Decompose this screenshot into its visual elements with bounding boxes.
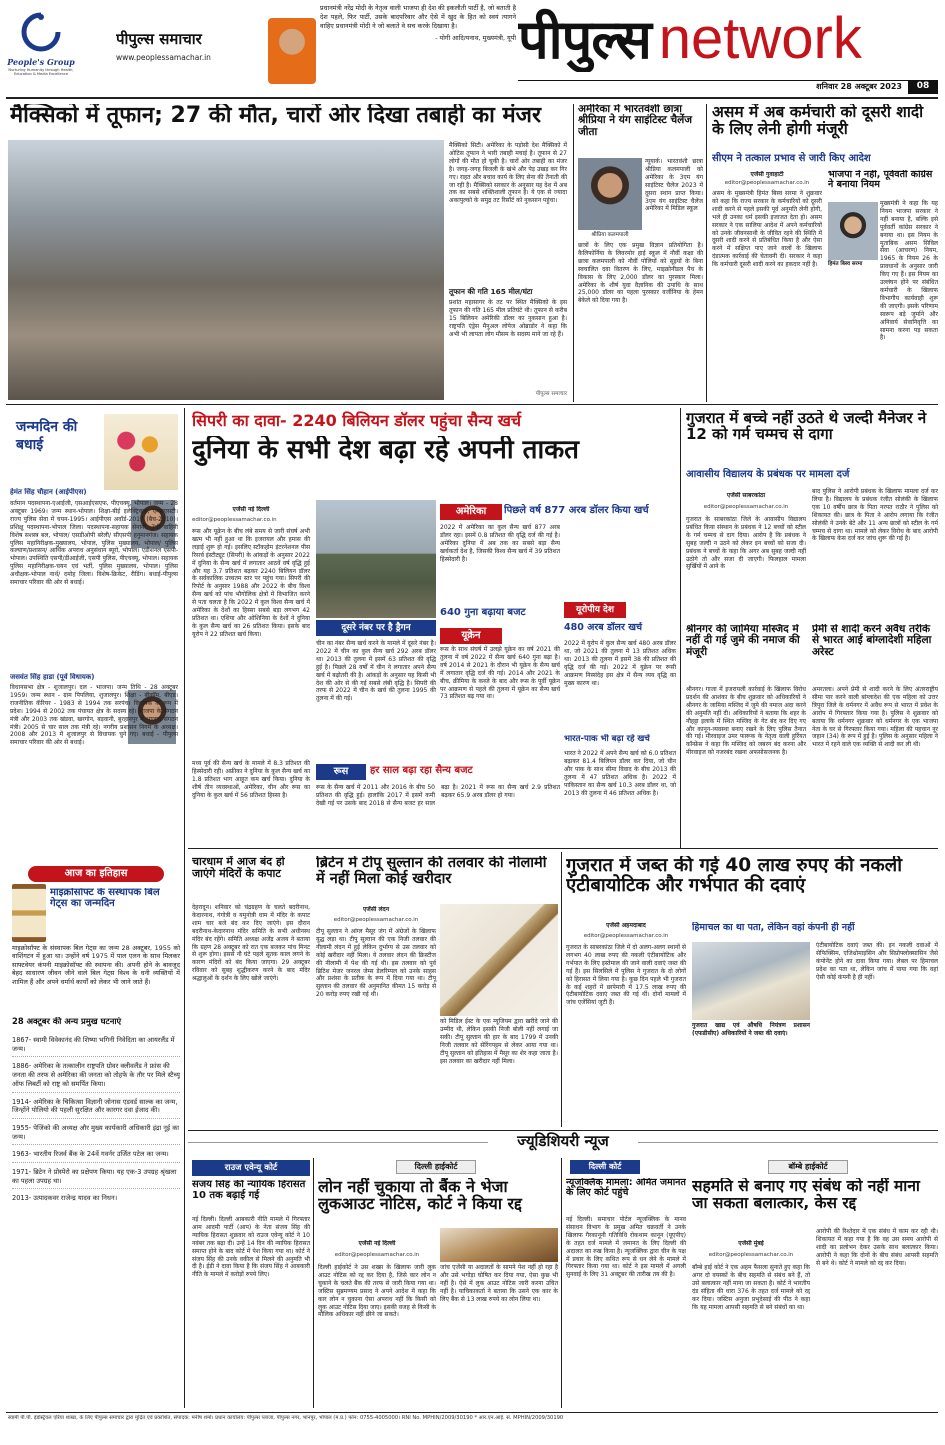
- europe-body: 2022 में यूरोप में कुल सैन्य खर्च 480 अरब डॉलर था, जो 2021 की तुलना में 13 प्रतिशत अधिक था। 2013 की तुलना में इसमें 38 की प्रतिशत की वृद्धि दर्ज की गई। 2022 में यूक्रेन पर रूसी आक्रमण निस्संदेह इस क्षेत्र में सैन्य व्यय वृद्धि का मुख्य कारण था।: [564, 640, 676, 687]
- delhi-body: दिल्ली हाईकोर्ट ने उस शख्स के खिलाफ जारी लुक आउट नोटिस को रद्द कर दिया है, जिसे कार लोन न चुकाने के चलते बैंक की तरफ से जारी किया गया था। जस्टिस सुब्रमण्यम प्रसाद ने अपने आदेश में कहा कि कार लोन न चुकाना ऐसा अपराध नहीं कि किसी को लुक आउट नोटिस दिया जाए। इसकी वजह से किसी के मौलिक अधिकार नहीं छीने जा सकते।: [318, 1264, 436, 1319]
- sipri-body: रूस और यूक्रेन के बीच लंबे समय से जारी संघर्ष अभी खत्म भी नहीं हुआ था कि इजरायल और हमास की लड़ाई शुरू हो गई। इसलिए स्टॉकहोम इंटरनेशनल पीस रिसर्च इंस्टीट्यूट (सिपरी) के आंकड़ों के अनुसार 2022 में दुनिया के सैन्य खर्च में लगातार आठवें वर्ष वृद्धि हुई और यह 3.7 प्रतिशत बढ़कर 2240 बिलियन डॉलर के सर्वकालिक उच्चतम स्तर पर पहुंच गया। सिपरी की रिपोर्ट के अनुसार 1988 और 2022 के बीच विश्व सैन्य खर्च को पांच भौगोलिक क्षेत्रों में विभाजित करने से पता चलता है कि 2022 में कुल विश्व सैन्य खर्च में अमेरिका के देशों का हिस्सा सबसे बड़ा लगभग 42 प्रतिशत था। एशिया और ओशिनिया के देशों ने दुनिया के कुल सैन्य खर्च का 26 प्रतिशत किया। इसके बाद यूरोप ने 22 प्रतिशत खर्च किया।: [192, 528, 310, 638]
- itihas-body: माइक्रोसॉफ्ट के संस्थापक बिल गेट्स का जन्म 28 अक्टूबर, 1955 को वाशिंगटन में हुआ था। उन्होंने वर्ष 1975 में पाल एलन के साथ मिलकर साफ्टवेयर कंपनी माइक्रोसॉफ्ट की स्थापना की। अपनी होने के बावजूद बेहद साधारण जीवन जीने वाले बिल गेट्स विश्व के धनी व्यक्तियों में शामिल हैं और अपने धर्मार्थ कार्यों को लेकर भी जाने जाते हैं।: [12, 944, 180, 986]
- page-number: 08: [908, 81, 938, 94]
- ukraine-body: रूस के साथ संघर्ष में उलझे यूक्रेन का वर्ष 2021 की तुलना में वर्ष 2022 में सैन्य खर्च 640 गुना बढ़ा है। वर्ष 2014 से 2021 के दौरान भी यूक्रेन के सैन्य खर्च में लगातार वृद्धि दर्ज की गई। 2014 और 2021 के बीच, क्रीमिया के कब्जे के बाद और रूस के पूर्वी यूक्रेन पर आक्रमण से पहले की तुलना में यूक्रेन का सैन्य खर्च 73 प्रतिशत बढ़ गया था।: [440, 646, 560, 701]
- gujarat-school-dateline: एजेंसी साबरकांठा: [726, 492, 766, 499]
- shripriya-photo: [578, 158, 642, 230]
- paper-logo-block: [116, 30, 266, 75]
- sword-photo: [440, 904, 558, 1016]
- russia-tag: रूस: [316, 764, 366, 780]
- bombay-email: editor@peoplessamachar.co.in: [708, 1252, 794, 1258]
- section-rule-3: [188, 1130, 938, 1131]
- birthday-details-1: वर्तमान पदस्थापना-एआईजी, एसआईएसएफ, पीएचक्यू, भोपाल। जन्म - 28 अक्टूबर 1969। जन्म स्थान-भोपाल। शिक्षा-बीई इलेक्ट्रिकल, एमसएसटी। राज्य पुलिस सेवा में चयन-1995। आईपीएस अवॉर्ड-2017 (बैच-2010)। प्रशिक्षु पदस्थापना-भोपाल जिला। पदस्थापना-सहायक सेनानी, 7वीं वाहिनी विशेष सशस्त्र बल, भोपाल/ एसडीओपी बरेली/ सीएसपी हनुमानगंज। सहायक पुलिस महानिरीक्षक-मुख्यालय, भोपाल, पुलिस मुख्यालय, भोपाल/ पुलिस कल्याण/प्रशासन/ आर्थिक अपराध अनुसंधान ब्यूरो, भोपाल। एडीशनल एसपी-भोपाल। उपस्थिति एसपी/डीआईजी, एसपी पुलिस, पीएचक्यू, भोपाल। सहायक पुलिस महानिरीक्षक-चयन एवं भर्ती, पुलिस मुख्यालय, भोपाल। पुलिस अधीक्षक-भोपाल नार्थ/ दमोह जिला। विशेष-क्रिकेट, रीडिंग। बधाई-पीपुल्स समाचार परिवार की ओर से बधाई।: [10, 500, 178, 587]
- ukraine-head: 640 गुना बढ़ाया बजट: [440, 607, 526, 618]
- mexico-body: मैक्सिको सिटी। अमेरिका के पड़ोसी देश मैक्सिको में ओटिस तूफान ने भारी तबाही मचाई है। तूफान से 27 लोगों की मौत हो चुकी है। चारों ओर तबाही का मंजर है। जगह-जगह बिजली के खंभे और पेड़ उखड़ कर गिर गए। राहत और बचाव कार्य के लिए सेना की तैनाती की जा रही है। मैक्सिको सरकार के अनुसार यह देश में अब तक का सबसे शक्तिशाली तूफान है। ये एक से ज्यादा अकापुल्को के समुद्र तट रिसॉर्ट को नुकसान पहुंचा।: [449, 142, 567, 205]
- group-logo: [6, 2, 76, 92]
- indopak-body: भारत ने 2022 में अपने सैन्य खर्च को 6.0 प्रतिशत बढ़ाकर 81.4 बिलियन डॉलर कर दिया, जो चीन और पाक के साथ सीमा विवाद के बीच 2013 की तुलना में 47 प्रतिशत अधिक है। 2022 में पाकिस्तान का सैन्य खर्च 10.3 अरब डॉलर था, जो 2013 की तुलना में 46 प्रतिशत अधिक है।: [564, 750, 676, 797]
- col-rule-4: [680, 408, 681, 848]
- gujarat-drugs-photo-caption: गुजरात खाद्य एवं औषधि नियंत्रण प्रशासन (एफडीसीए) अधिकारियों ने जब्त की दवाएं।: [692, 1022, 810, 1037]
- judiciary-banner: [188, 1132, 938, 1154]
- hourglass-icon: [12, 884, 46, 942]
- delhi2-body: नई दिल्ली। समाचार पोर्टल न्यूजक्लिक के मानव संसाधन विभाग के प्रमुख अमित चक्रवर्ती ने उनके खिलाफ गैरकानूनी गतिविधि रोकथाम कानून (यूएपीए) के तहत दर्ज मामले में जमानत के लिए दिल्ली की अदालत का रुख किया है। न्यूजक्लिक द्वारा चीन के पक्ष में प्रचार के लिए कथित रूप से धन लेने के मामले में गिरफ्तार किया गया था। कोर्ट ने इस मामले में अगली सुनवाई के लिए 31 अक्टूबर की तारीख तय की है।: [566, 1216, 686, 1279]
- bombay-dateline: एजेंसी मुंबई: [738, 1240, 764, 1247]
- issue-date: शनिवार 28 अक्टूबर 2023: [816, 82, 902, 91]
- date-bar: [518, 80, 938, 94]
- section-rule-2: [188, 848, 938, 849]
- network-hindi: पीपुल्स: [518, 8, 651, 71]
- birthday-title: जन्मदिन की बधाई: [16, 419, 78, 454]
- gujarat-school-body-2: बाद पुलिस ने आरोपी प्रबंधक के खिलाफ मामला दर्ज कर लिया है। विद्यालय के प्रबंधक रंजीत सोलंकी के खिलाफ एक 10 वर्षीय छात्र के पिता नरपत राठौर ने पुलिस को शिकायत की। छात्र के पिता ने आरोप लगाया कि रंजीत सोलंकी ने उनके बेटे और 11 अन्य छात्रों को स्टील के गर्म चम्मच से दागा था। मामले को लेकर विरोध के बाद आरोपी के खिलाफ केस दर्ज कर जांच शुरू की गई है।: [812, 488, 938, 543]
- masthead-rule: [6, 97, 938, 99]
- assam-email: editor@peoplessamachar.co.in: [724, 180, 810, 186]
- section-rule-1: [6, 404, 938, 405]
- premi-body: अमरतला। अपने प्रेमी से शादी करने के लिए अंतरराष्ट्रीय सीमा पार करने वाली बांग्लादेश की एक महिला को उत्तर त्रिपुरा जिले के धर्मनगर में अवैध रूप से भारत में प्रवेश के आरोप में गिरफ्तार किया गया है। पुलिस ने शुक्रवार को बताया कि धर्मनगर शुक्रवार को धर्मनगर के एक भाजपा नेता के घर से गिरफ्तार किया गया। महिला की पहचान नूर जहान (34) के रूप में हुई है। पुलिस के अनुसार महिला ने भारत में रहने वाले एक व्यक्ति से शादी कर ली थी।: [812, 686, 938, 749]
- sipri-email: editor@peoplessamachar.co.in: [192, 517, 277, 523]
- banner-line-right: [638, 1142, 938, 1143]
- indopak-head: भारत-पाक भी बढ़ा रहे खर्च: [564, 734, 650, 744]
- gujarat-drugs-side-head: हिमाचल का था पता, लेकिन वहां कंपनी ही नहीं: [692, 922, 855, 933]
- sipri-dateline: एजेंसी नई दिल्ली: [232, 506, 270, 513]
- itihas-event: 1914- अमेरिका के चिकित्सा विज्ञानी जोनास एडवर्ड साल्क का जन्म, जिन्होंने पोलियो की पहली सुरक्षित और कारगर दवा ईजाद की।: [12, 1098, 180, 1119]
- itihas-events: [12, 1036, 180, 1408]
- assam-dateline: एजेंसी गुवाहाटी: [750, 171, 784, 178]
- delhi2-headline: न्यूजक्लिक मामला: अमित जमानत के लिए कोर्ट पहुंचे: [566, 1178, 686, 1199]
- delhi2-court-tag: [570, 1160, 640, 1174]
- group-logo-icon: [19, 10, 63, 54]
- group-tagline: Nurturing Humanity through Health, Education & Media Excellence: [8, 68, 74, 77]
- sipri-kicker: सिपरी का दावा- 2240 बिलियन डॉलर पहुंचा सैन्य खर्च: [192, 411, 522, 430]
- quote-author: - योगी आदित्यनाथ, मुख्यमंत्री, यूपी: [435, 34, 516, 43]
- quote-block: [320, 4, 516, 92]
- gujarat-school-sub: आवासीय विद्यालय के प्रबंधक पर मामला दर्ज: [686, 469, 850, 480]
- mexico-headline: मैक्सिको में तूफान; 27 की मौत, चारों ओर दिखा तबाही का मंजर: [10, 104, 541, 128]
- delhi2-court: दिल्ली कोर्ट: [588, 1162, 622, 1171]
- sipri-body-2: मध्य पूर्व की सैन्य खर्च के मामले में 8.3 प्रतिशत की हिस्सेदारी रही। अफ्रीका ने दुनिया के कुल सैन्य खर्च का 1.8 प्रतिशत भाग आहूत कम खर्च किया। दुनिया के शीर्ष तीन व्यवस्थाओं, अमेरिका, चीन और रूस का दुनिया के कुल खर्च में 56 प्रतिशत हिस्सा है।: [192, 760, 310, 799]
- col-rule-7: [561, 1158, 562, 1408]
- assam-headline: असम में अब कर्मचारी को दूसरी शादी के लिए लेनी होगी मंजूरी: [712, 104, 924, 138]
- assam-sub: सीएम ने तत्काल प्रभाव से जारी किए आदेश: [712, 153, 871, 164]
- paper-logo: पीपुल्स समाचार: [116, 30, 202, 48]
- usa-body: 2022 में अमेरिका का कुल सैन्य खर्च 877 अरब डॉलर रहा। इसमें 0.8 प्रतिशत की वृद्धि दर्ज की गई है। अमेरिका दुनिया में अब तक का सबसे बड़ा सैन्य खर्चकर्ता देश है, जिसकी विश्व सैन्य खर्च में 39 प्रतिशत हिस्सेदारी है।: [440, 524, 560, 563]
- col-rule-5: [561, 852, 562, 1127]
- col-rule-1: [573, 104, 574, 402]
- birthday-name-1: हेमंत सिंह चौहान (आईपीएस): [10, 488, 87, 496]
- europe-head: 480 अरब डॉलर खर्च: [564, 622, 642, 633]
- premi-headline: प्रेमी से शादी करने अवैध तरीके से भारत आई बांग्लादेशी महिला अरेस्ट: [812, 624, 932, 658]
- itihas-events-head: 28 अक्टूबर की अन्य प्रमुख घटनाएं: [12, 1017, 122, 1026]
- rouse-court: राउज एवेन्यू कोर्ट: [224, 1163, 278, 1173]
- birthday-name-2: जसवंत सिंह हाडा (पूर्व विधायक): [10, 673, 95, 681]
- delhi-body-2: जांच एजेंसी या अदालतों के सामने पेश नहीं हो रहा है और उसे भगोड़ा घोषित कर दिया गया, ऐसा कुछ भी नहीं है। ऐसे में लुक आउट नोटिस जारी करना उचित नहीं है। याचिकाकर्ता ने बताया कि उसने एक कार के लिए बैंक से 13 लाख रुपये का लोन लिया था।: [440, 1264, 558, 1303]
- network-logo: [518, 6, 938, 72]
- gujarat-school-body: गुजरात के साबरकांठा जिले के आवासीय विद्यालय प्रबंधित किया संस्थान के प्रबंधक ने 12 बच्चों को स्टील के गर्म चम्मच से दाग दिया। आरोप है कि प्रबंधक ने सुबह जल्दी न उठने को लेकर इन बच्चों को सजा दी। प्रबंधक ने बच्चों के कहा कि अगर अब सुबह जल्दी नहीं उठोगे तो और सजा दी जाएगी। फिलहाल मामला सुर्खियों में आने के: [686, 516, 806, 571]
- delhi-headline: लोन नहीं चुकाया तो बैंक ने भेजा लुकआउट नोटिस, कोर्ट ने किया रद्द: [318, 1178, 522, 1214]
- tipu-email: editor@peoplessamachar.co.in: [333, 917, 419, 923]
- europe-tag: यूरोपीय देश: [564, 602, 626, 618]
- shripriya-headline: अमेरिका में भारतवंशी छात्रा श्रीप्रिया ने यंग साइंटिस्ट चैलेंज जीता: [578, 104, 693, 138]
- bombay-court-tag: [768, 1160, 848, 1174]
- itihas-event: 2013- उत्पादकवर राजेन्द्र यादव का निधन।: [12, 1194, 118, 1203]
- russia-body: रूस के सैन्य खर्च में 2011 और 2016 के बीच 50 प्रतिशत की वृद्धि हुई। हालांकि 2017 में इसमें कमी देखी गई पर उसके बाद 2018 से सैन्य बजट हर साल बढ़ा है। 2021 में रूस का सैन्य खर्च 2.9 प्रतिशत बढ़कर 65.9 अरब डॉलर हो गया।: [316, 784, 560, 807]
- network-en: network: [658, 6, 862, 71]
- rouse-headline: संजय सिंह की न्यायिक हिरासत 10 तक बढ़ाई गई: [192, 1180, 306, 1201]
- itihas-event: 1971- ब्रिटेन ने प्रोस्पेरो का प्रक्षेपण किया। यह एक-3 उपग्रह श्रृंखला का पहला उपग्रह था।: [12, 1168, 180, 1189]
- rouse-body: नई दिल्ली। दिल्ली आबकारी नीति मामले में गिरफ्तार आम आदमी पार्टी (आप) के नेता संजय सिंह की न्यायिक हिरासत शुक्रवार को राउज एवेन्यू कोर्ट ने 10 नवंबर तक बढ़ा दी। उन्हें 14 दिन की न्यायिक हिरासत समाप्त होने के बाद कोर्ट में पेश किया गया था। कोर्ट ने संजय सिंह की उनके वकील से मिलने की अनुमति भी दी है। ईडी ने दावा किया है कि संजय सिंह ने आबकारी नीति के मामले में करोड़ों रुपये लिए।: [192, 1216, 310, 1279]
- cm-photo: [268, 18, 316, 84]
- assam-side-head: भाजपा ने नहीं, पूर्ववर्ती कांग्रेस ने बनाया नियम: [828, 170, 933, 191]
- russia-head: हर साल बढ़ा रहा सैन्य बजट: [370, 765, 473, 776]
- banner-line-left: [188, 1142, 488, 1143]
- tipu-headline: ब्रिटेन में टीपू सुल्तान की तलवार की नीलामी में नहीं मिला कोई खरीदार: [316, 856, 547, 887]
- itihas-event: 1963- भारतीय रिजर्व बैंक के 24वें गवर्नर उर्जित पटेल का जन्म।: [12, 1150, 180, 1163]
- tipu-body: टीपू सुल्तान ने आंग्ल मैसूर जंग में अंग्रेजों के खिलाफ युद्ध लड़ा था। टीपू सुल्तान की एक निजी तलवार की नीलामी लंदन में हुई लेकिन दुर्भाग्य से उस तलवार को कोई खरीदार नहीं मिला। ये तलवार लंदन की क्रिस्टीज की नीलामी में पेश की गई थी। इस तलवार को पूर्व ब्रिटिश मेजर जनरल जेम्स डेलरिम्पल को उनके साहस और प्रशंसा के प्रतीक के रूप में दिया गया था। टीपू सुल्तान की तलवार की अनुमानित कीमत 15 करोड़ से 20 करोड़ रुपए रखी गई थी।: [316, 928, 436, 999]
- mexico-sub: तूफान की गति 165 मील/घंटा: [449, 287, 533, 296]
- judiciary-banner-text: ज्यूडिशियरी न्यूज: [517, 1132, 609, 1150]
- delhi-court-tag: [396, 1160, 476, 1174]
- gavel-photo: [440, 1228, 558, 1262]
- gujarat-school-email: editor@peoplessamachar.co.in: [703, 504, 789, 510]
- gujarat-drugs-dateline: एजेंसी अहमदाबाद: [606, 922, 646, 929]
- col-rule-2: [706, 104, 707, 402]
- itihas-event: 1955- पेजिंको की अध्यक्ष और मुख्य कार्यकारी अधिकारी इंद्रा नूई का जन्म।: [12, 1124, 180, 1145]
- tank-caption: दूसरे नंबर पर है ड्रैगन: [341, 623, 411, 633]
- itihas-headline: माइक्रोसॉफ्ट के संस्थापक बिल गेट्स का जन्मदिन: [50, 888, 160, 909]
- medicine-photo: [692, 942, 810, 1020]
- china-body: चीन का नंबर सैन्य खर्च करने के मामले में दूसरे नंबर है। 2022 में चीन का कुल सैन्य खर्च 292 अरब डॉलर था। 2013 की तुलना में इसमें 63 प्रतिशत की वृद्धि हुई है। पिछले 28 वर्षों में चीन ने लगातार अपने सैन्य खर्च में बढ़ोतरी की है। आंकड़ों के अनुसार यह किसी भी देश की ओर से की गई सबसे लंबी वृद्धि है। सिपरी की तरफ से 2022 में चीन के खर्च की तुलना 1995 की तुलना में की गई।: [316, 640, 436, 703]
- srinagar-headline: श्रीनगर की जामिया मस्जिद में नहीं दी गई जुमे की नमाज की मंजूरी: [686, 624, 800, 658]
- delhi-email: editor@peoplessamachar.co.in: [334, 1252, 420, 1258]
- shripriya-body-1: न्यूयार्क। भारतवंशी छात्रा श्रीप्रिया कलमपाली को अमेरिका के 3एम यंग साइंटिस्ट चैलेंज 2023 में दूसरा स्थान प्राप्त किया। 3एम यंग साइंटिस्ट चैलेंज अमेरिका में मिडिल स्कूल: [645, 158, 703, 213]
- usa-tag: अमेरिका: [440, 504, 502, 520]
- assam-side-body: मुख्यमंत्री ने कहा कि यह नियम भाजपा सरकार ने नहीं बनाया है, बल्कि इसे पूर्ववर्ती कांग्रेस सरकार ने बनाया था। इस नियम के मुताबिक असम सिविल सेवा (आचरण) नियम, 1965 के नियम 26 के प्रावधानों के अनुसार जारी किए गए हैं। इस नियम का उल्लंघन होने पर संबंधित कर्मचारी के खिलाफ विभागीय कार्यवाही शुरू की जाएगी। इसके परिणाम स्वरूप बड़े जुर्माने और अनिवार्य सेवानिवृत्ति का सामना करना पड़ सकता है।: [880, 200, 938, 342]
- mexico-photo: [8, 140, 444, 400]
- assam-photo-caption: हिमंत बिस्व सरमा: [828, 261, 863, 267]
- assam-body: असम के मुख्यमंत्री हिमंत बिस्व सरमा ने शुक्रवार को कहा कि राज्य सरकार के कर्मचारियों को दूसरी शादी करने से पहले इसकी पूर्व अनुमति लेनी होगी, भले ही उनका धर्म इसकी इजाजत देता हो। असम सरकार ने एक सालिया आदेश में अपने कर्मचारियों को उनके जीवनसाथी के जीवित रहने की स्थिति में दूसरी शादी करने से प्रतिबंधित किया है और ऐसा करने में सक्षिप्त पाए जाने वालों के खिलाफ दंडात्मक कार्रवाई की चेतावनी दी। सरकार ने कहा कि कर्मचारी दूसरी शादी करने का हकदार नहीं है।: [712, 190, 822, 269]
- tipu-body-2: को मिडिल ईस्ट के एक म्यूजियम द्वारा खरीदे जाने की उम्मीद थी, लेकिन इसकी निजी बोली नहीं लगाई जा सकी। टीपू सुल्तान की हार के बाद 1799 में उनकी निजी तलवार को सेरिंगपट्टम से लेकर आया गया था। टीपू सुल्तान को इतिहास में मैसूर का शेर कहा जाता है। इस तलवार का खरीदार नहीं मिला।: [440, 1018, 558, 1065]
- delhi-dateline: एजेंसी नई दिल्ली: [358, 1240, 396, 1247]
- tank-photo: [316, 500, 436, 618]
- gujarat-drugs-email: editor@peoplessamachar.co.in: [583, 933, 669, 939]
- chardham-headline: चारधाम में आज बंद हो जाएंगे मंदिरों के कपाट: [192, 856, 285, 880]
- ukraine-tag: यूक्रेन: [440, 628, 502, 644]
- footer-rule: [6, 1412, 938, 1413]
- bombay-body-2: आरोपी की रिश्तेदार में एक संबंध में काम कर रही थी। शिकायत में कहा गया है कि वह उस समय आरोपी से शादी का प्रलोभन देकर उसके साथ बलात्कार किया। आरोपी ने कहा कि दोनों के बीच संबंध आपसी सहमति से बने थे। कोर्ट ने मामले को रद्द कर दिया।: [816, 1228, 938, 1267]
- paper-url: www.peoplessamachar.in: [116, 52, 211, 62]
- tipu-dateline: एजेंसी लंदन: [362, 906, 390, 913]
- chardham-body: देहरादून। शनिवार को चंद्रग्रहण के चलते बदरीनाथ, केदारनाथ, गंगोत्री व यमुनोत्री धाम में मंदिर के कपाट शाम चार बजे बंद कर दिए जाएंगे। इस दौरान बदरीनाथ-केदारनाथ मंदिर समिति के सभी अधीनस्थ मंदिर बंद रहेंगे। समिति अध्यक्ष अजेंद्र अजय ने बताया कि ग्रहण 28 अक्टूबर को रात एक बजकर पांच मिनट से शुरू होगा। इससे नौ घंटे पहले सूतक काल लगने के कारण मंदिरों को बंद किया जाएगा। 29 अक्टूबर रविवार को सुबह शुद्धीकरण करने के बाद मंदिर श्रद्धालुओं के दर्शन के लिए खोले जाएंगे।: [192, 904, 310, 983]
- col-rule-6: [313, 1158, 314, 1408]
- itihas-event: 1867- स्वामी विवेकानंद की शिष्या भगिनी निवेदिता का आयरलैंड में जन्म।: [12, 1036, 180, 1057]
- itihas-event: 1886- अमेरिका के तत्कालीन राष्ट्रपति ग्रोवर क्लीवलैंड ने फ्रांस की जनता की तरफ से अमेरिका की जनता को तोहफे के तौर पर मिले स्टैच्यू ऑफ लिबर्टी को राष्ट्र को समर्पित किया।: [12, 1062, 180, 1092]
- shripriya-body-2: छात्रों के लिए एक प्रमुख विज्ञान प्रतियोगिता है। कैलिफोर्निया के लिवरमोर हाई स्कूल में नौवीं कक्षा की छात्रा कलमपाली को नौवीं पोलियों को सूइयों के बिना स्वचालित दवा वितरण के लिए, माइक्रोनीडल पैच के विकास के लिए 2,000 डॉलर का पुरस्कार मिला। अमेरिका के शीर्ष युवा वैज्ञानिक की उपाधि के साथ 25,000 डॉलर का पहला पुरस्कार वर्जीनिया के हेमन बेकेले को दिया गया है।: [578, 242, 703, 305]
- china-caption-bar: [316, 620, 436, 636]
- bombay-court: बॉम्बे हाईकोर्ट: [788, 1162, 828, 1171]
- birthday-details-2: विधानसभा क्षेत्र - शुजालपुर। दल - भाजपा। जन्म तिथि - 28 अक्टूबर 1959। जन्म स्थान - ग्राम पिपलिया, शुजालपुर। शिक्षा - बीकॉम, बीएड। राजनीतिक कॅरियर - 1983 से 1994 तक सरपंच। विधायक के रूप में प्रदेश। 1994 से 2002 तक पंचायत क्षेत्र के सदस्य रहे। भाजपा के संगठन मंत्री और 2003 तक खंडवा, खरगोन, बड़वानी, बुरहानपुर में भाजपा संगठन मंत्री। 2005 से चार साल तक मंत्री रहे। नगरीय प्रशासन निगम के अध्यक्ष। 2008 और 2013 में शुजालपुर से विधायक चुने गए। बधाई - पीपुल्स समाचार परिवार की ओर से बधाई।: [10, 684, 178, 747]
- mexico-sub-body: प्रशांत महासागर के तट पर स्थित मैक्सिको के इस तूफान की गति 165 मील प्रतिघंटे थी। तूफान से करीब 15 बिलियन अमेरिकी डॉलर का नुकसान हुआ है। राष्ट्रपति एंड्रेस मैनुअल लोपेज ओब्राडोर ने कहा कि अभी भी लापता लोग मौसम के सदस्य माने जा रहे हैं।: [449, 299, 567, 338]
- rouse-court-tag: [192, 1160, 310, 1176]
- gujarat-drugs-side-body: एंटीबायोटिक दवाएं जब्त की। इन नकली दवाओं में सेफिक्सिम, एजिथ्रोमाइसिन और सिप्रोफ्लोक्सासिन जैसे कंपोनेंट होने का दावा किया गया। लेबल पर हिमाचल प्रदेश का पता था, लेकिन जांच में पाया गया कि वहां ऐसी कोई कंपनी है ही नहीं।: [816, 942, 938, 981]
- delhi-court: दिल्ली हाईकोर्ट: [414, 1162, 458, 1171]
- bombay-headline: सहमति से बनाए गए संबंध को नहीं माना जा सकता बलात्कार, केस रद्द: [692, 1178, 920, 1212]
- col-rule-3: [184, 408, 185, 1408]
- footer-imprint: स्वामी पी.पी. इंडस्ट्रियल एरिया शाखा, के लिए पीपुल्स समाचार द्वारा मुद्रित एवं प्रकाशित, संपादक: मनीष शर्मा। प्रधान कार्यालय: पीपुल्स प्लाजा, पीपुल्स नगर, भानपुर, भोपाल (म.प्र.) फोन: 0755-4005000। RNI No. MPHIN/2009/30190 * आर.एन.आई. सं. MPHIN/2009/30190: [8, 1415, 564, 1421]
- usa-head: पिछले वर्ष 877 अरब डॉलर किया खर्च: [504, 505, 649, 516]
- gujarat-school-headline: गुजरात में बच्चे नहीं उठते थे जल्दी मैनेजर ने 12 को गर्म चम्मच से दागा: [686, 410, 927, 444]
- itihas-title: आज का इतिहास: [64, 868, 128, 879]
- sipri-headline: दुनिया के सभी देश बढ़ा रहे अपनी ताकत: [192, 436, 579, 465]
- bombay-body: बॉम्बे हाई कोर्ट ने एक अहम फैसला सुनाते हुए कहा कि अगर दो वयस्कों के बीच सहमति से संबंध बने हैं, तो उसे बलात्कार नहीं माना जा सकता है। कोर्ट ने भारतीय दंड संहिता की धारा 376 के तहत दर्ज मामले को रद्द कर दिया। जस्टिस अनुजा प्रभुदेसाई की पीठ ने कहा कि यह मामला आपसी सहमति से बने संबंधों का था।: [692, 1264, 810, 1311]
- itihas-title-bar: [28, 866, 164, 882]
- group-name: People's Group: [7, 57, 75, 67]
- shripriya-caption: श्रीप्रिया कलमपाली: [591, 232, 629, 238]
- birthday-flower: [104, 414, 178, 490]
- srinagar-body: श्रीनगर। गाजा में इजरायली कार्रवाई के खिलाफ विरोध प्रदर्शन की आशंका के बीच शुक्रवार को अधिकारियों ने श्रीनगर के जामिया मस्जिद में जुमे की नमाज अदा करने की अनुमति नहीं दी। अधिकारियों ने बताया कि शहर के नौहट्टा इलाके में स्थित मस्जिद के गेट बंद कर दिए गए और कानून-व्यवस्था बनाए रखने के लिए पुलिस तैनात की गई। मीरवाइज उमर फारूक के नेतृत्व वाली हुर्रियत कॉन्फ्रेंस ने कहा कि मस्जिद को जबरन बंद करना और मीरवाइज को नजरबंद रखना अफसोसजनक है।: [686, 686, 806, 757]
- mexico-credit: पीपुल्स समाचार: [535, 391, 567, 397]
- quote-text: प्रधानमंत्री नरेंद्र मोदी के नेतृत्व वाली भाजपा ही देश की इकलौती पार्टी है, जो बताती है देश पहले, फिर पार्टी, उसके बादपरिवार और ऐसे में खुद के हित को स्वयं त्यागने वाहिए प्रधानमंत्री मोदी ने जो बलाते वे सच करके दिखाया है।: [320, 4, 516, 31]
- gujarat-drugs-body: गुजरात के साबरकांठा जिले में दो अलग-अलग स्थानों से लगभग 40 लाख रुपए की नकली एंटीबायोटिक और गर्भपात के लिए इस्तेमाल की जाने वाली दवाएं जब्त की गई हैं। इस सिलसिले में पुलिस ने गुजरात के दो लोगों को हिरासत में लिया गया है। कुछ दिन पहले भी गुजरात के कई शहरों में छापेमारी में 17.5 लाख रुपए की एंटीबायोटिक दवाएं जब्त की गई थीं। दोनों मामलों में जांच एजेंसियां जुटी हैं।: [566, 944, 686, 1007]
- gujarat-drugs-headline: गुजरात में जब्त की गई 40 लाख रुपए की नकली एंटीबायोटिक और गर्भपात की दवाएं: [566, 856, 902, 896]
